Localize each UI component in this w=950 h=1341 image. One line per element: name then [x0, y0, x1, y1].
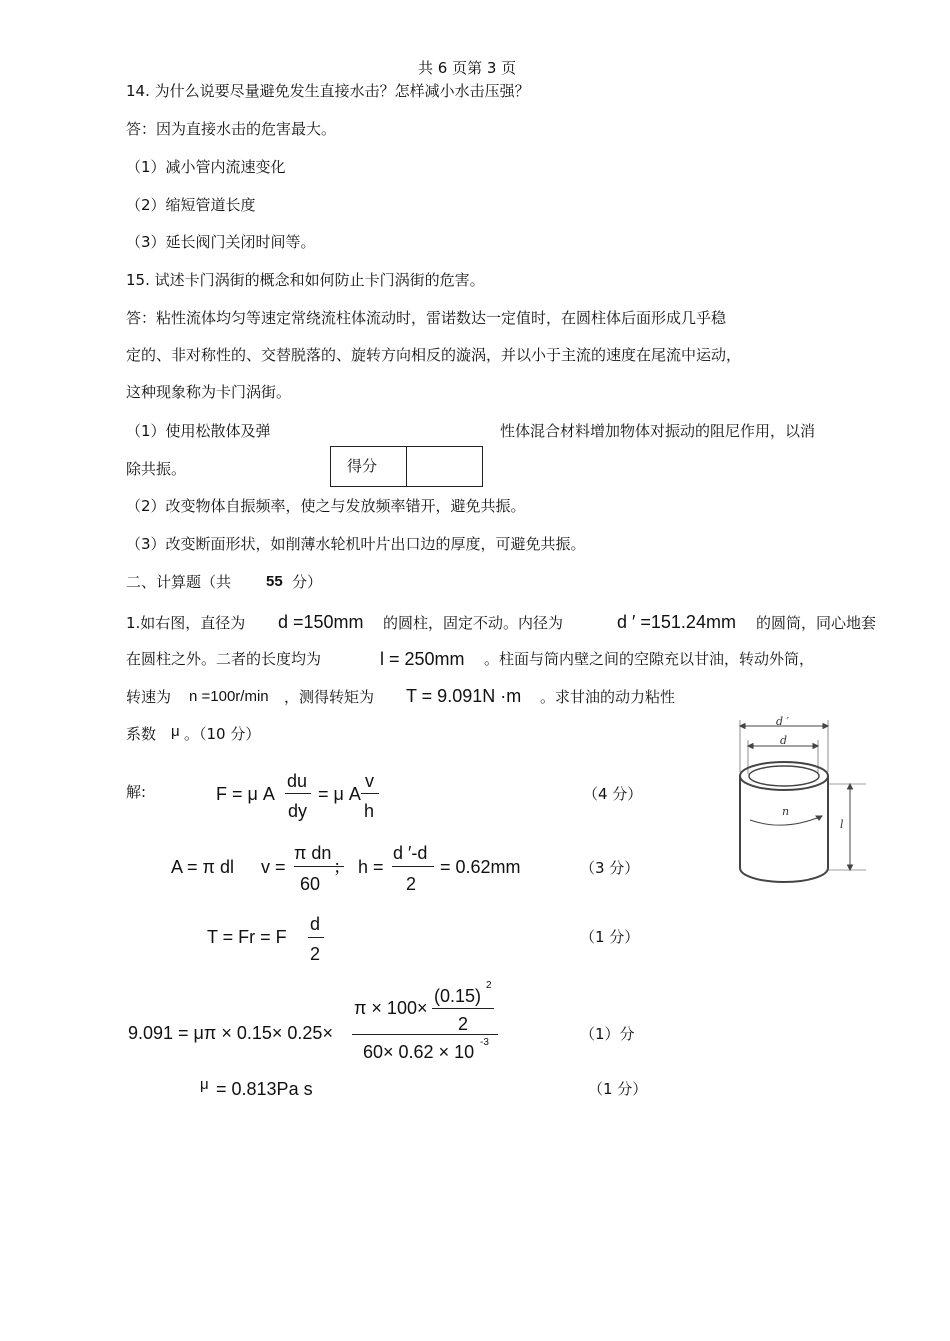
- q1-mu: μ: [171, 723, 180, 740]
- q1-line1-c: 的圆柱，固定不动。内径为: [383, 614, 564, 632]
- q14-question: 14. 为什么说要尽量避免发生直接水击？怎样减小水击压强？: [126, 82, 530, 100]
- eq2-den1: 60: [300, 874, 321, 894]
- eq4-num-a: π × 100×: [354, 998, 428, 1018]
- eq2-a: A = π dl: [171, 857, 234, 877]
- eq2-num2: d ′-d: [393, 843, 428, 863]
- eq1-num2: v: [365, 771, 374, 791]
- eq4-main-frac-line: [352, 1034, 498, 1035]
- figure-label-n: n: [782, 805, 790, 818]
- page-header: 共 6 页第 3 页: [418, 59, 517, 77]
- figure-label-d-outer: d ′: [776, 715, 790, 728]
- eq4-inner-frac-line: [432, 1008, 494, 1009]
- eq2-score: （3 分）: [580, 859, 640, 877]
- solution-label: 解:: [126, 783, 147, 801]
- eq2-sep: ；: [333, 857, 351, 877]
- figure-label-d-inner: d: [780, 734, 788, 747]
- eq2-num1: π dn: [294, 843, 332, 863]
- eq5-rhs: = 0.813Pa s: [216, 1079, 313, 1099]
- section-2-prefix: 二、计算题（共: [126, 573, 232, 591]
- eq1-mid: = μ A: [318, 784, 361, 804]
- score-divider: [406, 447, 407, 486]
- q1-line3-e: 。求甘油的动力粘性: [540, 688, 676, 706]
- q15-answer-line-2: 定的、非对称性的、交替脱落的、旋转方向相反的漩涡，并以小于主流的速度在尾流中运动，: [126, 346, 742, 364]
- eq3-score: （1 分）: [580, 928, 640, 946]
- q1-line3-a: 转速为: [126, 688, 172, 706]
- q15-answer-line-1: 答：粘性流体均匀等速定常绕流柱体流动时，雷诺数达一定值时，在圆柱体后面形成几乎稳: [126, 309, 727, 327]
- eq4-den-exp: -3: [480, 1037, 489, 1048]
- eq4-num-frac-den: 2: [458, 1014, 469, 1034]
- q15-item-1-right: 性体混合材料增加物体对振动的阻尼作用，以消: [500, 422, 816, 440]
- q1-line1-e: 的圆筒，同心地套: [756, 614, 877, 632]
- cylinder-figure: [730, 712, 870, 890]
- score-box: [330, 446, 483, 487]
- q14-item-1: （1）减小管内流速变化: [126, 158, 286, 176]
- q1-line2-c: 。柱面与筒内壁之间的空隙充以甘油，转动外筒，: [484, 650, 815, 668]
- eq1-frac-line-1: [285, 793, 311, 794]
- section-2-points: 55: [266, 573, 283, 590]
- q1-line3-c: ，测得转矩为: [284, 688, 375, 706]
- eq1-frac-line-2: [361, 793, 379, 794]
- eq3-a: T = Fr = F: [207, 927, 287, 947]
- q1-line4-a: 系数: [126, 725, 157, 743]
- q1-speed: n =100r/min: [189, 688, 269, 705]
- eq1-den2: h: [364, 801, 375, 821]
- eq2-d: = 0.62mm: [440, 857, 521, 877]
- q14-answer: 答：因为直接水击的危害最大。: [126, 120, 337, 138]
- eq1-den1: dy: [288, 801, 308, 821]
- q14-item-2: （2）缩短管道长度: [126, 196, 256, 214]
- q15-item-1-cont: 除共振。: [126, 460, 187, 478]
- q15-question: 15. 试述卡门涡街的概念和如何防止卡门涡街的危害。: [126, 271, 485, 289]
- q1-line1-a: 1.如右图，直径为: [126, 614, 246, 632]
- eq1-lhs: F = μ A: [216, 784, 275, 804]
- q1-length: l = 250mm: [380, 649, 465, 669]
- q14-item-3: （3）延长阀门关闭时间等。: [126, 233, 316, 251]
- figure-label-l: l: [840, 818, 844, 831]
- q15-item-1-left: （1）使用松散体及弹: [126, 422, 271, 440]
- q15-answer-line-3: 这种现象称为卡门涡街。: [126, 383, 292, 401]
- eq3-frac-line: [308, 937, 324, 938]
- eq4-score: （1）分: [580, 1025, 635, 1043]
- eq3-num: d: [310, 914, 321, 934]
- eq2-den2: 2: [406, 874, 417, 894]
- q1-diameter: d =150mm: [278, 612, 364, 632]
- eq1-score: （4 分）: [583, 785, 643, 803]
- q1-torque: T = 9.091N ·m: [406, 686, 522, 706]
- eq4-num-frac-exp: 2: [486, 980, 492, 991]
- eq4-den: 60× 0.62 × 10: [363, 1042, 475, 1062]
- eq2-c: h =: [358, 857, 384, 877]
- eq4-lhs: 9.091 = μπ × 0.15× 0.25×: [128, 1023, 333, 1043]
- eq5-mu: μ: [200, 1076, 209, 1093]
- eq2-b: v =: [261, 857, 286, 877]
- eq3-den: 2: [310, 944, 321, 964]
- eq5-score: （1 分）: [588, 1080, 648, 1098]
- eq1-num1: du: [287, 771, 308, 791]
- q1-inner-diameter: d ′ =151.24mm: [617, 612, 736, 632]
- score-label: 得分: [347, 457, 378, 475]
- q1-line4-c: 。（10 分）: [184, 725, 261, 743]
- section-2-suffix: 分）: [292, 573, 323, 591]
- eq2-frac-line-2: [392, 866, 434, 867]
- q1-line2-a: 在圆柱之外。二者的长度均为: [126, 650, 322, 668]
- eq4-num-frac-num: (0.15): [434, 986, 482, 1006]
- q15-item-3: （3）改变断面形状，如削薄水轮机叶片出口边的厚度，可避免共振。: [126, 535, 586, 553]
- q15-item-2: （2）改变物体自振频率，使之与发放频率错开，避免共振。: [126, 497, 526, 515]
